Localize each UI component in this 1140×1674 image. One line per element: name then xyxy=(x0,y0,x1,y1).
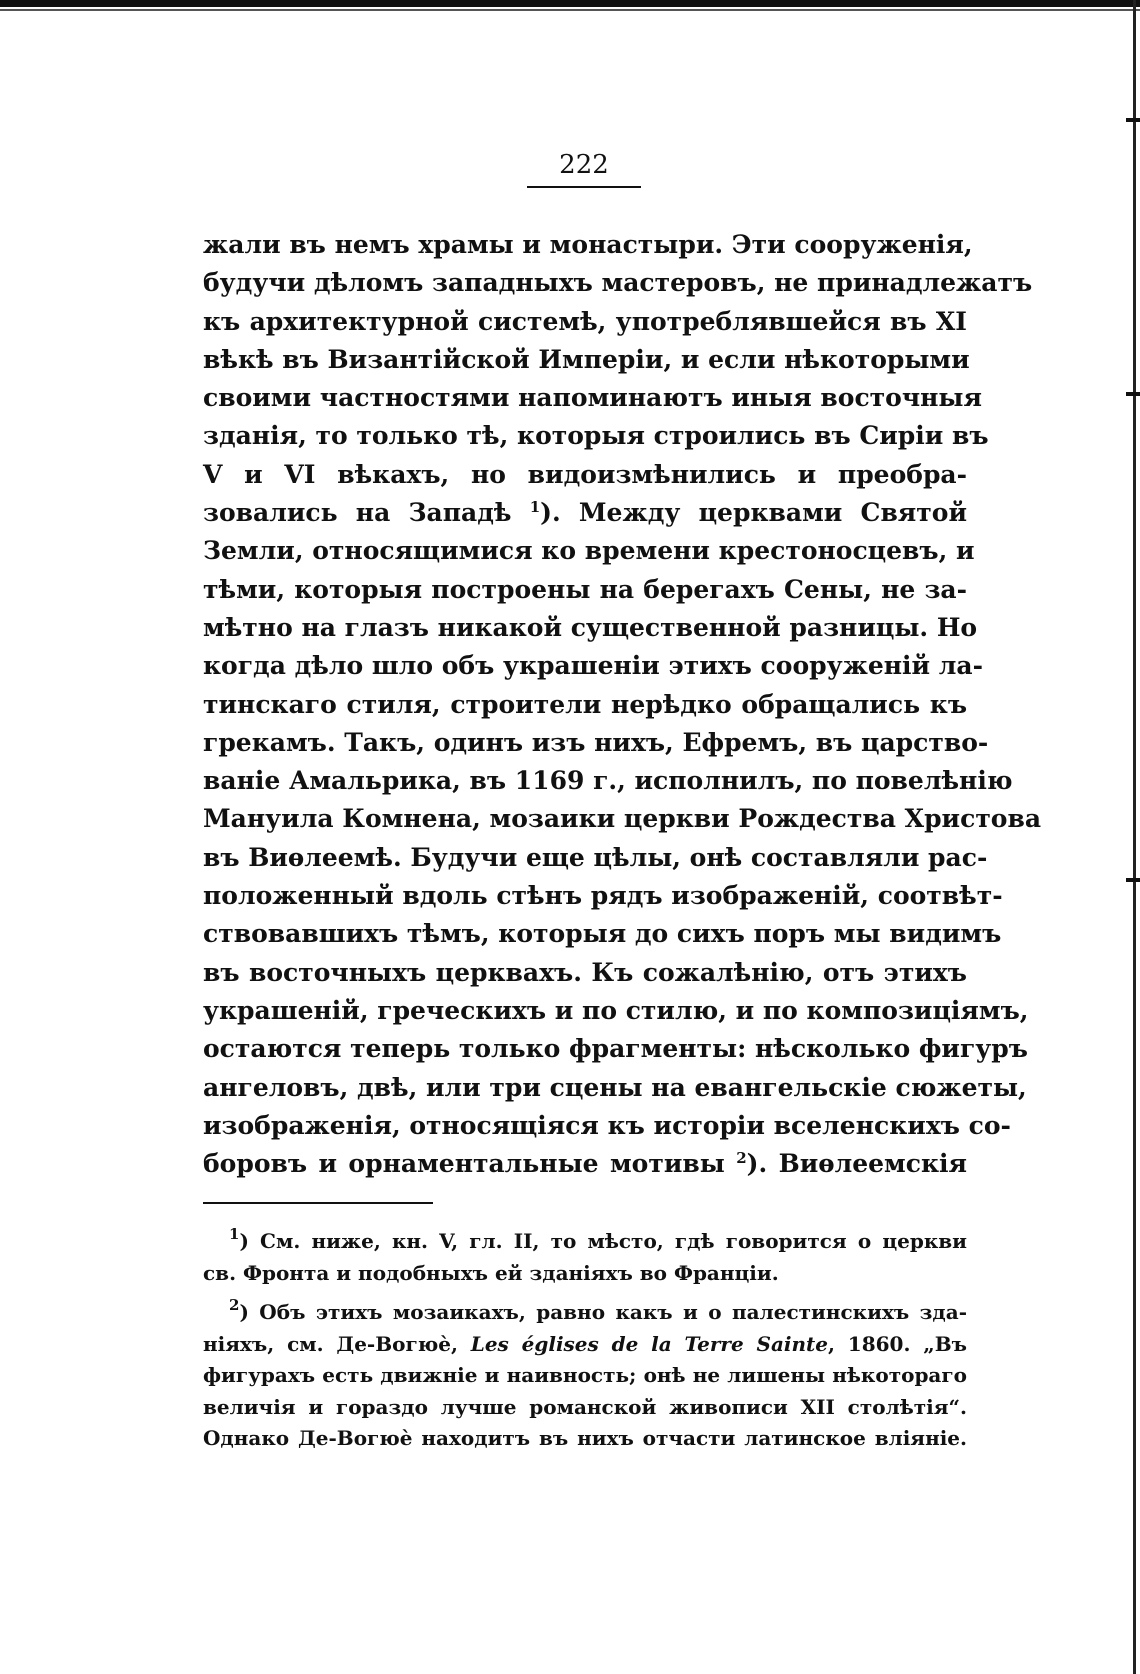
text-segment: , 1860. „Въ xyxy=(828,1331,968,1356)
text-line: въ Виѳлеемѣ. Будучи еще цѣлы, онѣ составляли рас- xyxy=(203,842,988,872)
footnote-marker-1: 1 xyxy=(229,1225,240,1243)
text-line: остаются теперь только фрагменты: нѣсколько фигуръ xyxy=(203,1034,1028,1064)
text-line: своими частностями напоминаютъ иныя восточныя xyxy=(203,383,982,413)
text-line: изображенія, относящіяся къ исторіи вселенскихъ со- xyxy=(203,1110,1011,1140)
text-line: жали въ немъ храмы и монастыри. Эти сооруженія, xyxy=(203,230,973,259)
text-line: тѣми, которыя построены на берегахъ Сены, не за- xyxy=(203,574,967,604)
text-segment: ). Между церквами Святой xyxy=(540,498,967,528)
footnote-2-line xyxy=(203,1297,967,1329)
text-segment: ). Виѳлеемскія xyxy=(746,1149,967,1179)
text-line: V и VI вѣкахъ, но видоизмѣнились и преобра- xyxy=(203,459,967,489)
footnote-2-line: фигурахъ есть движніе и наивность; онѣ не лишены нѣкотораго xyxy=(203,1363,967,1387)
edge-mark xyxy=(1126,878,1140,882)
footnote-1-line xyxy=(203,1226,967,1258)
text-line: Земли, относящимися ко времени крестоносцевъ, и xyxy=(203,536,975,566)
right-scan-border xyxy=(1133,0,1136,1674)
footnote-2-line xyxy=(203,1329,967,1361)
footnote-ref-1[interactable]: 1 xyxy=(529,498,541,517)
text-line: ваніе Амальрика, въ 1169 г., исполнилъ, по повелѣнію xyxy=(203,766,1013,796)
top-scan-border-thin xyxy=(0,9,1140,11)
text-line: положенный вдоль стѣнъ рядъ изображеній, соотвѣт- xyxy=(203,881,1003,911)
text-line: вѣкѣ въ Византійской Имперіи, и если нѣкоторыми xyxy=(203,344,970,374)
text-line: украшеній, греческихъ и по стилю, и по композиціямъ, xyxy=(203,995,1029,1025)
text-line: ствовавшихъ тѣмъ, которыя до сихъ поръ мы видимъ xyxy=(203,919,1002,949)
text-segment: боровъ и орнаментальные мотивы xyxy=(203,1149,737,1179)
footnote-2-line: Однако Де-Вогюѐ находитъ въ нихъ отчасти латинское вліяніе. xyxy=(203,1426,967,1450)
footnote-2-line: величія и гораздо лучше романской живописи XII столѣтія“. xyxy=(203,1394,967,1419)
text-line xyxy=(203,1145,967,1183)
footnote-separator xyxy=(203,1202,433,1204)
text-line: зданія, то только тѣ, которыя строились въ Сиріи въ xyxy=(203,421,989,451)
text-line: къ архитектурной системѣ, употреблявшейся въ XI xyxy=(203,306,967,336)
footnote-1-line: св. Фронта и подобныхъ ей зданіяхъ во Франціи. xyxy=(203,1260,779,1285)
text-line: ангеловъ, двѣ, или три сцены на евангельскіе сюжеты, xyxy=(203,1072,1027,1102)
footnote-gap xyxy=(203,1289,967,1297)
text-line: мѣтно на глазъ никакой существенной разницы. Но xyxy=(203,612,978,642)
text-line: Мануила Комнена, мозаики церкви Рождества Христова xyxy=(203,804,1042,834)
text-line: въ восточныхъ церквахъ. Къ сожалѣнію, отъ этихъ xyxy=(203,957,967,987)
page-number-underline xyxy=(527,186,641,188)
footnote-marker-2: 2 xyxy=(229,1296,240,1314)
text-segment: ) См. ниже, кн. V, гл. II, то мѣсто, гдѣ говорится о церкви xyxy=(239,1229,967,1253)
edge-mark xyxy=(1126,392,1140,396)
top-scan-border xyxy=(0,0,1140,7)
text-line: тинскаго стиля, строители нерѣдко обращались къ xyxy=(203,689,967,719)
edge-mark xyxy=(1126,118,1140,122)
text-line: когда дѣло шло объ украшеніи этихъ сооруженій ла- xyxy=(203,651,984,681)
footnote-ref-2[interactable]: 2 xyxy=(736,1149,747,1168)
footnotes xyxy=(203,1226,967,1455)
main-text xyxy=(203,226,1042,1183)
text-line: грекамъ. Такъ, одинъ изъ нихъ, Ефремъ, въ царство- xyxy=(203,727,989,757)
page-number: 222 xyxy=(559,150,609,180)
text-segment: ніяхъ, см. Де-Вогюѐ, xyxy=(203,1331,471,1356)
text-line: будучи дѣломъ западныхъ мастеровъ, не принадлежатъ xyxy=(203,268,1033,298)
text-segment: зовались на Западѣ xyxy=(203,498,530,528)
text-line xyxy=(203,494,967,532)
cited-title: Les églises de la Terre Sainte xyxy=(470,1331,828,1356)
text-segment: ) Объ этихъ мозаикахъ, равно какъ и о палестинскихъ зда- xyxy=(239,1300,967,1324)
